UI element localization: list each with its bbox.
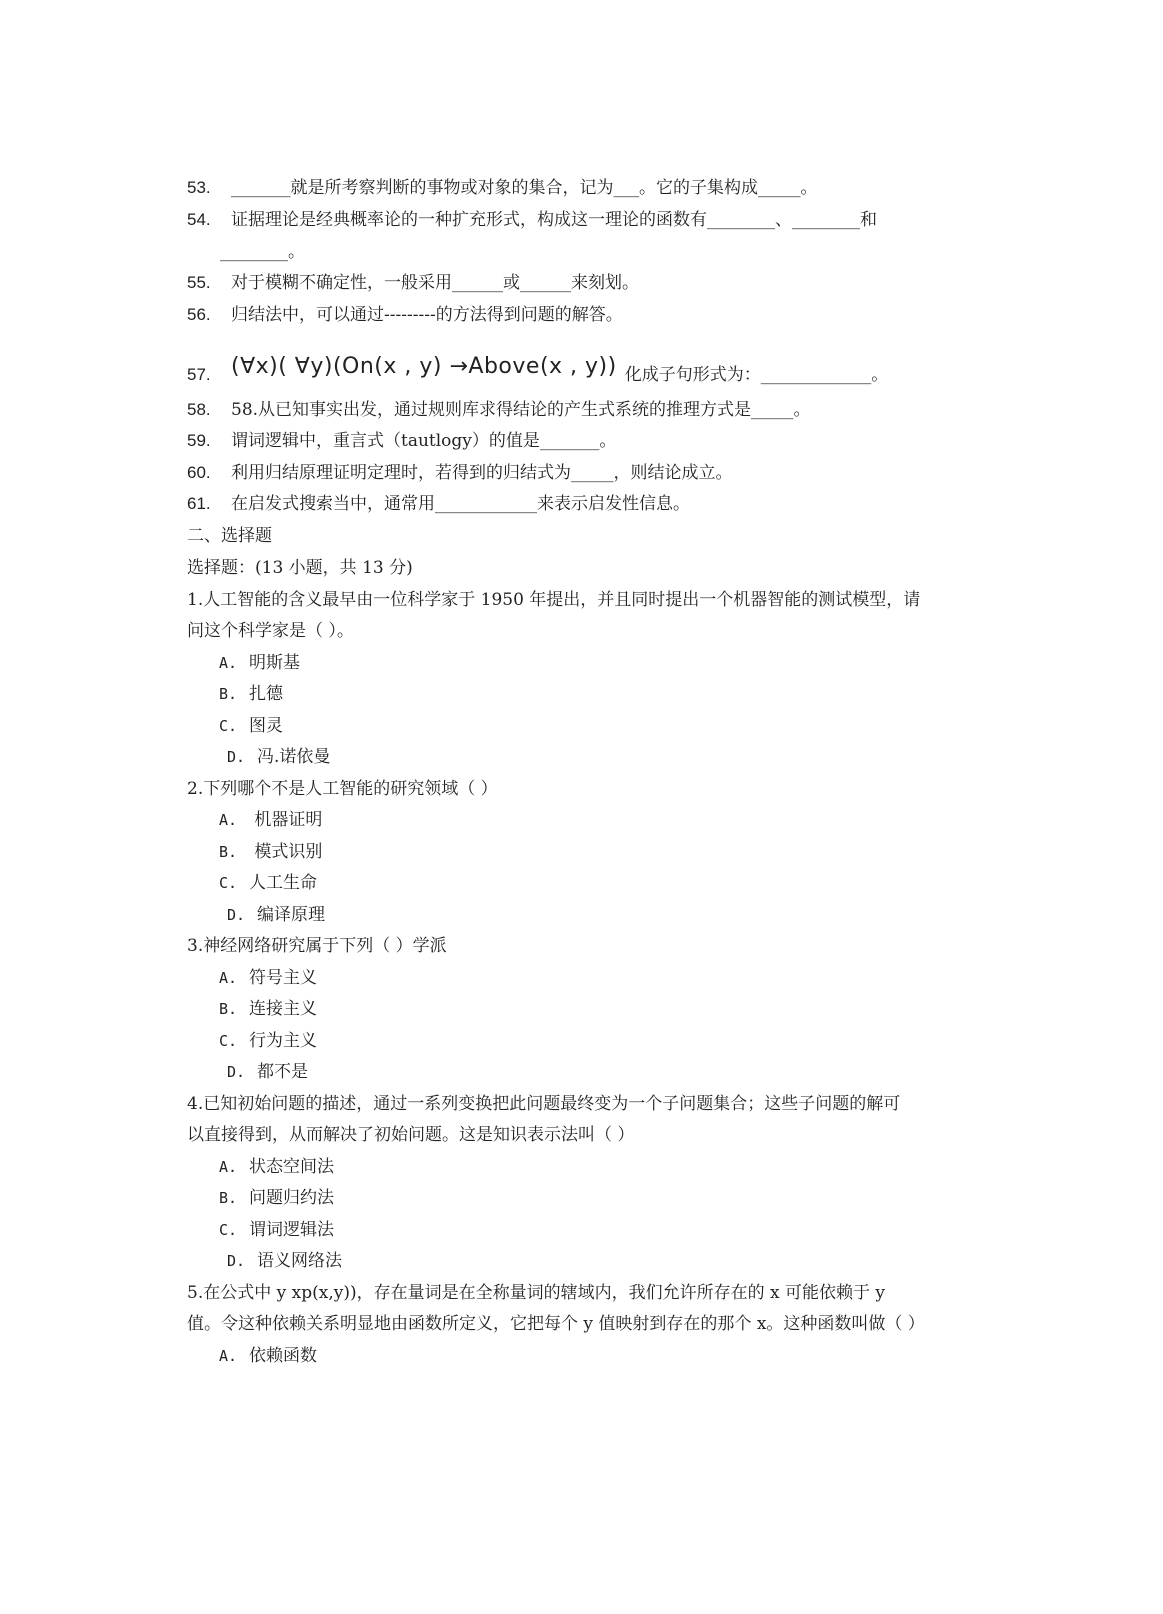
option-text: 语义网络法 <box>257 1251 342 1271</box>
question-number: 60. <box>187 463 211 482</box>
option-text: 符号主义 <box>249 968 317 988</box>
question-number: 53. <box>187 178 211 197</box>
option-label: A. <box>219 811 238 829</box>
question-number: 57. <box>187 365 211 384</box>
option-text: 机器证明 <box>249 810 323 830</box>
option-text: 冯.诺依曼 <box>257 747 331 767</box>
choice-question-2: 2.下列哪个不是人工智能的研究领域（ ） <box>187 779 498 799</box>
question-number: 59. <box>187 431 211 450</box>
question-number: 55. <box>187 273 211 292</box>
question-text: 证据理论是经典概率论的一种扩充形式，构成这一理论的函数有________、________和 <box>231 210 877 230</box>
option-text: 状态空间法 <box>249 1157 334 1177</box>
choice-question-5: 5.在公式中 y xp(x,y))，存在量词是在全称量词的辖域内，我们允许所存在的 x 可能依赖于 y <box>187 1283 885 1303</box>
question-number: 54. <box>187 210 211 229</box>
choice-question-1: 1.人工智能的含义最早由一位科学家于 1950 年提出，并且同时提出一个机器智能的测试模型，请 <box>187 590 921 610</box>
option-3b <box>219 997 317 1021</box>
option-label: C. <box>219 874 238 892</box>
option-2c <box>219 871 317 895</box>
option-label: D. <box>227 1252 246 1270</box>
option-label: D. <box>227 1063 246 1081</box>
option-text: 人工生命 <box>249 873 317 893</box>
section-title: 二、选择题 <box>187 526 272 546</box>
choice-question-4-continued: 以直接得到，从而解决了初始问题。这是知识表示法叫（ ） <box>187 1125 635 1145</box>
option-label: A. <box>219 654 238 672</box>
choice-question-4: 4.已知初始问题的描述，通过一系列变换把此问题最终变为一个子问题集合；这些子问题的解可 <box>187 1094 901 1114</box>
question-text: 谓词逻辑中，重言式（tautlogy）的值是_______。 <box>231 431 617 451</box>
option-2b <box>219 840 322 864</box>
option-1b <box>219 682 283 706</box>
option-text: 依赖函数 <box>249 1346 317 1366</box>
option-text: 行为主义 <box>249 1031 317 1051</box>
option-text: 扎德 <box>249 684 283 704</box>
question-text: 对于模糊不确定性，一般采用______或______来刻划。 <box>231 273 639 293</box>
question-number: 61. <box>187 494 211 513</box>
option-label: A. <box>219 1158 238 1176</box>
option-text: 图灵 <box>249 716 283 736</box>
option-4c <box>219 1218 334 1242</box>
option-label: D. <box>227 906 246 924</box>
question-text: _______就是所考察判断的事物或对象的集合，记为___。它的子集构成_____。 <box>231 178 818 198</box>
question-55 <box>187 271 639 295</box>
question-61 <box>187 492 690 516</box>
question-58 <box>187 398 811 422</box>
option-label: B. <box>219 843 238 861</box>
option-2a <box>219 808 322 832</box>
question-number: 58. <box>187 400 211 419</box>
option-2d <box>227 903 325 927</box>
question-text: 在启发式搜索当中，通常用____________来表示启发性信息。 <box>231 494 690 514</box>
option-label: C. <box>219 1221 238 1239</box>
question-54 <box>187 208 877 232</box>
option-text: 谓词逻辑法 <box>249 1220 334 1240</box>
question-number: 56. <box>187 305 211 324</box>
option-4d <box>227 1249 342 1273</box>
option-3a <box>219 966 317 990</box>
option-label: A. <box>219 969 238 987</box>
question-59 <box>187 429 616 453</box>
option-1a <box>219 651 300 675</box>
option-4a <box>219 1155 334 1179</box>
option-text: 编译原理 <box>257 905 325 925</box>
choice-question-5-continued: 值。令这种依赖关系明显地由函数所定义，它把每个 y 值映射到存在的那个 x。这种函数叫做（ ） <box>187 1314 925 1334</box>
option-text: 模式识别 <box>249 842 323 862</box>
option-label: A. <box>219 1347 238 1365</box>
option-text: 问题归约法 <box>249 1188 334 1208</box>
option-3d <box>227 1060 308 1084</box>
question-text: 利用归结原理证明定理时，若得到的归结式为_____，则结论成立。 <box>231 463 733 483</box>
section-subtitle: 选择题：(13 小题，共 13 分) <box>187 558 413 578</box>
question-60 <box>187 461 733 485</box>
question-56 <box>187 303 623 327</box>
option-label: C. <box>219 1032 238 1050</box>
question-text: 归结法中，可以通过---------的方法得到问题的解答。 <box>231 305 623 325</box>
option-text: 都不是 <box>257 1062 308 1082</box>
option-text: 明斯基 <box>249 653 300 673</box>
choice-question-3: 3.神经网络研究属于下列（ ）学派 <box>187 936 447 956</box>
option-3c <box>219 1029 317 1053</box>
option-text: 连接主义 <box>249 999 317 1019</box>
question-text: 58.从已知事实出发，通过规则库求得结论的产生式系统的推理方式是_____。 <box>231 400 811 420</box>
option-5a <box>219 1344 317 1368</box>
option-label: B. <box>219 1000 238 1018</box>
option-label: C. <box>219 717 238 735</box>
question-54-continued <box>220 240 305 264</box>
choice-question-1-continued: 问这个科学家是（ ）。 <box>187 621 354 641</box>
option-1d <box>227 745 330 769</box>
question-text-continued: ________。 <box>220 242 305 262</box>
question-57 <box>187 349 888 393</box>
logic-formula: (∀x)( ∀y)(On(x , y) →Above(x , y)) <box>231 354 617 379</box>
option-label: D. <box>227 748 246 766</box>
option-1c <box>219 714 283 738</box>
option-label: B. <box>219 685 238 703</box>
question-text: 化成子句形式为：_____________。 <box>624 365 889 385</box>
question-53 <box>187 176 818 200</box>
option-4b <box>219 1186 334 1210</box>
option-label: B. <box>219 1189 238 1207</box>
